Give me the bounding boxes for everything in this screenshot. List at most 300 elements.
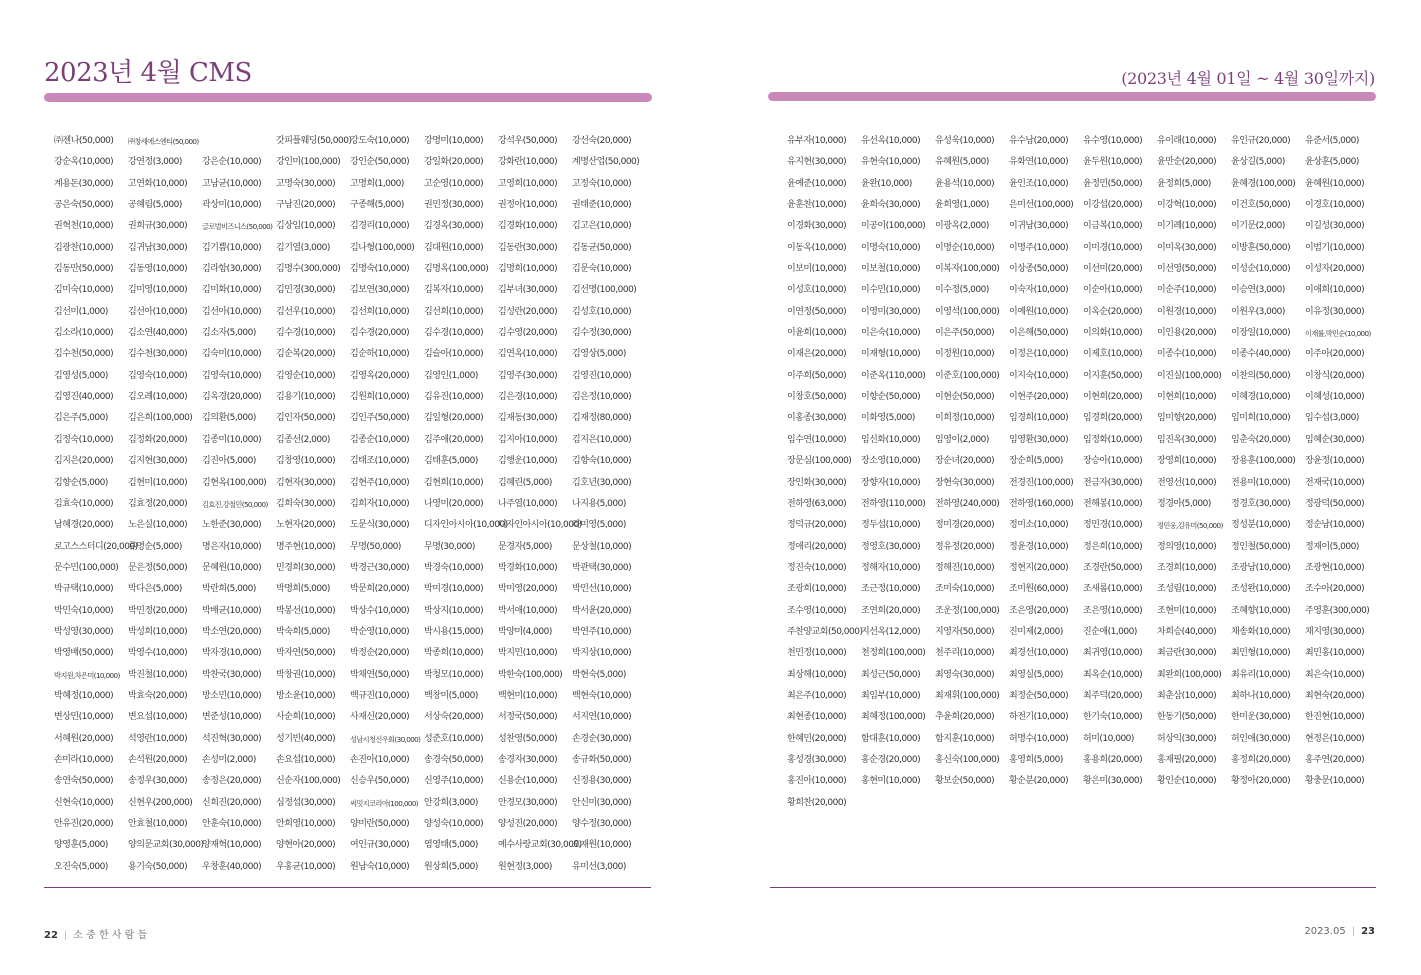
donor-entry: 사재신(20,000) (350, 712, 410, 723)
donor-entry: 정경호(30,000) (1231, 498, 1291, 509)
donor-entry: 최재휘(100,000) (935, 690, 1000, 701)
donor-entry: 유혜원(5,000) (935, 157, 989, 168)
donor-entry: 이지숙(10,000) (1009, 370, 1069, 381)
donor-entry: 신승우(50,000) (350, 776, 410, 787)
donor-entry: 김창영(10,000) (276, 456, 336, 467)
donor-entry: 황희찬(20,000) (787, 797, 847, 808)
donor-entry: 최영숙(30,000) (935, 669, 995, 680)
donor-entry: 박영배(50,000) (54, 648, 114, 659)
donor-entry: 이성순(10,000) (1231, 264, 1291, 275)
donor-entry: 한혜민(20,000) (787, 733, 847, 744)
donor-entry: 정경아(5,000) (1157, 498, 1211, 509)
donor-entry: 김은주(5,000) (54, 413, 108, 424)
donor-entry: 윤완(10,000) (861, 178, 912, 189)
donor-entry: 양성숙(10,000) (424, 819, 484, 829)
donor-entry: 김숙미(10,000) (202, 349, 262, 360)
donor-entry: 유현숙(10,000) (861, 157, 921, 168)
donor-entry: 김연옥(10,000) (498, 349, 558, 360)
donor-entry: 석영란(10,000) (128, 733, 188, 744)
donor-entry: 권희규(30,000) (128, 221, 188, 232)
donor-entry: 함대훈(10,000) (861, 733, 921, 744)
donor-entry: 강순옥(10,000) (54, 157, 114, 168)
donor-entry: 전하영(160,000) (1009, 498, 1074, 509)
donor-entry: 홍현미(10,000) (861, 776, 921, 787)
donor-entry: 박자연(50,000) (276, 648, 336, 659)
donor-entry: 최주덕(20,000) (1083, 690, 1143, 701)
donor-entry: 박종희(10,000) (424, 648, 484, 659)
donor-entry: 김라함(30,000) (202, 264, 262, 275)
donor-entry: 라미영(5,000) (572, 520, 626, 531)
donor-entry: 박찬국(30,000) (202, 669, 262, 680)
donor-entry: 지영자(50,000) (935, 626, 995, 637)
donor-entry: 정성분(10,000) (1231, 520, 1291, 531)
donor-entry: 정현지(20,000) (1009, 562, 1069, 573)
donor-entry: 장순녀(20,000) (935, 456, 995, 467)
donor-entry: 김소라(10,000) (54, 328, 114, 339)
donor-entry: 김수경(10,000) (424, 328, 484, 339)
donor-entry: 윤훈찬(10,000) (787, 200, 847, 211)
donor-entry: 홍용희(20,000) (1083, 754, 1143, 765)
donor-entry: 홍주연(20,000) (1305, 754, 1365, 765)
donor-entry: 유수남(20,000) (1009, 136, 1069, 146)
donor-entry: 최임부(10,000) (861, 690, 921, 701)
donor-entry: 박혜정(10,000) (54, 690, 114, 701)
donor-entry: 전금자(30,000) (1083, 477, 1143, 488)
donor-entry: 윤두원(10,000) (1083, 157, 1143, 168)
donor-entry: 전하영(63,000) (787, 498, 847, 509)
donor-entry: 무명(50,000) (350, 541, 401, 552)
donor-entry: 이순주(10,000) (1157, 285, 1217, 296)
donor-entry: 김명희(10,000) (498, 264, 558, 275)
donor-entry: 허인애(30,000) (1231, 733, 1291, 744)
donor-entry: 서정국(50,000) (498, 712, 558, 723)
donor-entry: 이성호(10,000) (787, 285, 847, 296)
donor-entry: 이유정(30,000) (1305, 306, 1365, 317)
donor-entry: 박숙희(5,000) (276, 626, 330, 637)
donor-entry: 최완희(100,000) (1157, 669, 1222, 680)
donor-entry: 김선우(10,000) (276, 306, 336, 317)
donor-entry: 박미영(20,000) (498, 584, 558, 595)
donor-entry: 함지훈(10,000) (935, 733, 995, 744)
donor-entry: 이현주(20,000) (1009, 392, 1069, 403)
donor-entry: 채송화(10,000) (1231, 626, 1291, 637)
right-header-bar (768, 92, 1376, 101)
donor-entry: 안훈숙(10,000) (202, 819, 262, 829)
period-subtitle: (2023년 4월 01일 ~ 4월 30일까지) (1121, 69, 1375, 88)
donor-entry: 김수천(30,000) (128, 349, 188, 360)
donor-entry: 강연정(3,000) (128, 157, 182, 168)
donor-entry: 김고은(10,000) (572, 221, 632, 232)
donor-entry: 장순희(5,000) (1009, 456, 1063, 467)
donor-entry: 백현숙(10,000) (572, 690, 632, 701)
donor-entry: 신정용(30,000) (572, 776, 632, 787)
donor-entry: 김영인(1,000) (424, 370, 478, 381)
donor-entry: 박연주(10,000) (572, 626, 632, 637)
donor-entry: 김경화(10,000) (498, 221, 558, 232)
donor-entry: 강선숙(20,000) (572, 136, 632, 146)
donor-entry: 박배균(10,000) (202, 605, 262, 616)
donor-entry: 오재원(10,000) (572, 840, 632, 851)
donor-entry: 박민숙(10,000) (54, 605, 114, 616)
donor-entry: 문혜원(10,000) (202, 562, 262, 573)
donor-entry: 조경희(10,000) (1157, 562, 1217, 573)
donor-entry: 김명숙(10,000) (350, 264, 410, 275)
donor-entry: 신순자(100,000) (276, 776, 341, 787)
donor-entry: 고정숙(10,000) (572, 178, 632, 189)
donor-entry: 김수영(20,000) (498, 328, 558, 339)
donor-entry: 김미화(10,000) (202, 285, 262, 296)
donor-entry: 손요섭(10,000) (276, 754, 336, 765)
donor-entry: 박서애(10,000) (498, 605, 558, 616)
donor-entry: 박진철(10,000) (128, 669, 188, 680)
donor-entry: 김혜린(5,000) (498, 477, 552, 488)
donor-entry: 김종선(2,000) (276, 434, 330, 445)
donor-entry: 정해진(10,000) (935, 562, 995, 573)
donor-entry: 윤상훈(5,000) (1305, 157, 1359, 168)
donor-entry: 나지용(5,000) (572, 498, 626, 509)
donor-entry: 최정순(50,000) (1009, 690, 1069, 701)
donor-entry: 조수영(10,000) (787, 605, 847, 616)
donor-entry: 유화연(10,000) (1009, 157, 1069, 168)
donor-entry: 노한준(30,000) (202, 520, 262, 531)
donor-entry: 명주현(10,000) (276, 541, 336, 552)
donor-entry: 이미경(10,000) (1083, 242, 1143, 253)
donor-entry: 이숙자(10,000) (1009, 285, 1069, 296)
donor-entry: 최은숙(10,000) (1305, 669, 1365, 680)
donor-entry: 정민웅,김유미(50,000) (1157, 521, 1223, 531)
donor-entry: 이영미(30,000) (861, 306, 921, 317)
donor-entry: 임수연(10,000) (787, 434, 847, 445)
donor-entry: 김옥경(20,000) (202, 392, 262, 403)
donor-entry: 김종순(10,000) (350, 434, 410, 445)
donor-entry: 고남균(10,000) (202, 178, 262, 189)
donor-entry: 이승연(3,000) (1231, 285, 1285, 296)
donor-entry: 한진현(10,000) (1305, 712, 1365, 723)
donor-entry: 이은주(50,000) (935, 328, 995, 339)
donor-entry: 김향순(5,000) (54, 477, 108, 488)
donor-entry: 최혜정(100,000) (861, 712, 926, 723)
donor-entry: 김영순(10,000) (276, 370, 336, 381)
donor-entry: 정은희(10,000) (1083, 541, 1143, 552)
donor-entry: 정유정(20,000) (935, 541, 995, 552)
donor-entry: 홍순경(20,000) (861, 754, 921, 765)
donor-entry: 고명희(1,000) (350, 178, 404, 189)
donor-entry: 이건호(50,000) (1231, 200, 1291, 211)
donor-entry: 장용훈(100,000) (1231, 456, 1296, 467)
donor-entry: 장소영(10,000) (861, 456, 921, 467)
donor-entry: 양영훈(5,000) (54, 840, 108, 851)
donor-entry: 주영훈(300,000) (1305, 605, 1370, 616)
donor-entry: 천민정(10,000) (787, 648, 847, 659)
donor-entry: 장영희(10,000) (1157, 456, 1217, 467)
donor-entry: 이경화(30,000) (787, 221, 847, 232)
donor-entry: 박경근(30,000) (350, 562, 410, 573)
donor-entry: 이미옥(30,000) (1157, 242, 1217, 253)
donor-entry: 최경선(10,000) (1009, 648, 1069, 659)
donor-entry: 김경옥(30,000) (424, 221, 484, 232)
donor-entry: 은미선(100,000) (1009, 200, 1074, 211)
donor-entry: 김향숙(10,000) (572, 456, 632, 467)
donor-entry: 조근정(10,000) (861, 584, 921, 595)
donor-entry: 채지영(30,000) (1305, 626, 1365, 637)
donor-entry: 강명미(10,000) (424, 136, 484, 146)
donor-entry: 박현숙(5,000) (572, 669, 626, 680)
donor-entry: 염영태(5,000) (424, 840, 478, 851)
donor-entry: 써밋지코리아(100,000) (350, 798, 418, 808)
donor-entry: 천정희(100,000) (861, 648, 926, 659)
donor-entry: 김슬아(10,000) (424, 349, 484, 360)
donor-entry: 김미영(10,000) (128, 285, 188, 296)
donor-entry: 김호년(30,000) (572, 477, 632, 488)
donor-entry: 구종해(5,000) (350, 200, 404, 211)
donor-entry: 이준옥(110,000) (861, 370, 926, 381)
donor-entry: 박지민(10,000) (498, 648, 558, 659)
donor-entry: 김민경(30,000) (276, 285, 336, 296)
donor-entry: 정윤경(10,000) (1009, 541, 1069, 552)
donor-entry: 이금복(10,000) (1083, 221, 1143, 232)
donor-entry: 김진아(5,000) (202, 456, 256, 467)
donor-entry: 송경숙(50,000) (424, 754, 484, 765)
donor-entry: 최민형(10,000) (1231, 648, 1291, 659)
donor-entry: 김주애(20,000) (424, 434, 484, 445)
donor-entry: 안경모(30,000) (498, 797, 558, 808)
donor-entry: 조경란(50,000) (1083, 562, 1143, 573)
donor-entry: 지선옥(12,000) (861, 626, 921, 637)
donor-entry: 박미경(10,000) (424, 584, 484, 595)
donor-entry: 김유진(10,000) (424, 392, 484, 403)
donor-entry: 이명숙(10,000) (861, 242, 921, 253)
donor-entry: 이현희(10,000) (1157, 392, 1217, 403)
donor-entry: 장승아(10,000) (1083, 456, 1143, 467)
donor-entry: 임수섭(3,000) (1305, 413, 1359, 424)
donor-entry: 이범기(10,000) (1305, 242, 1365, 253)
left-bottom-rule (44, 887, 651, 888)
donor-entry: 김은경(10,000) (498, 392, 558, 403)
donor-entry: 박자경(10,000) (202, 648, 262, 659)
donor-entry: 박란희(5,000) (202, 584, 256, 595)
donor-entry: 전경진(100,000) (1009, 477, 1074, 488)
donor-entry: 심정섭(30,000) (276, 797, 336, 808)
donor-entry: 전용미(10,000) (1231, 477, 1291, 488)
donor-entry: 박효숙(20,000) (128, 690, 188, 701)
donor-entry: 권정아(10,000) (498, 200, 558, 211)
donor-entry: 민경희(30,000) (276, 562, 336, 573)
donor-entry: 유미선(3,000) (572, 861, 626, 872)
donor-entry: 손석원(20,000) (128, 754, 188, 765)
donor-entry: 조광남(10,000) (1231, 562, 1291, 573)
donor-entry: 이보미(10,000) (787, 264, 847, 275)
donor-entry: 최옥순(10,000) (1083, 669, 1143, 680)
section-name: 소 중 한 사 람 들 (73, 930, 148, 941)
right-donor-list (787, 131, 1379, 814)
donor-entry: 추윤희(20,000) (935, 712, 995, 723)
donor-entry: 임경희(10,000) (1009, 413, 1069, 424)
donor-entry: 김일형(20,000) (424, 413, 484, 424)
donor-entry: 허명수(10,000) (1009, 733, 1069, 744)
donor-entry: 김용기(10,000) (276, 392, 336, 403)
donor-entry: 이광옥(2,000) (935, 221, 989, 232)
donor-entry: 황정아(20,000) (1231, 776, 1291, 787)
donor-entry: 최현숙(20,000) (1305, 690, 1365, 701)
donor-entry: 백현미(10,000) (498, 690, 558, 701)
donor-entry: 임춘숙(20,000) (1231, 434, 1291, 445)
donor-entry: 홍진아(10,000) (787, 776, 847, 787)
donor-entry: 조현미(10,000) (1157, 605, 1217, 616)
donor-entry: 이정원(10,000) (935, 349, 995, 360)
donor-entry: 송경자(30,000) (498, 754, 558, 765)
donor-entry: 정광덕(50,000) (1305, 498, 1365, 509)
donor-entry: 성남시청신우회(30,000) (350, 734, 421, 744)
donor-entry: 정애리(20,000) (787, 541, 847, 552)
donor-entry: 이동옥(10,000) (787, 242, 847, 253)
donor-entry: 조연희(20,000) (861, 605, 921, 616)
donor-entry: 김정숙(10,000) (54, 434, 114, 445)
donor-entry: 김선희(10,000) (350, 306, 410, 317)
donor-entry: 김순하(10,000) (350, 349, 410, 360)
donor-entry: 이화영(5,000) (861, 413, 915, 424)
donor-entry: 정덕규(20,000) (787, 520, 847, 531)
left-footer (44, 926, 147, 941)
donor-entry: 박서윤(20,000) (572, 605, 632, 616)
donor-entry: 김영진(10,000) (572, 370, 632, 381)
donor-entry: 권혁천(10,000) (54, 221, 114, 232)
donor-entry: 이성자(20,000) (1305, 264, 1365, 275)
footer-separator: | (63, 930, 68, 941)
donor-entry: 김지은(10,000) (572, 434, 632, 445)
donor-entry: 김복자(10,000) (424, 285, 484, 296)
donor-entry: 홍성경(30,000) (787, 754, 847, 765)
donor-entry: 박채연(50,000) (350, 669, 410, 680)
donor-entry: 박경숙(10,000) (424, 562, 484, 573)
donor-entry: 김효숙(10,000) (54, 498, 114, 509)
donor-entry: 윤희숙(30,000) (861, 200, 921, 211)
donor-entry: 김행운(10,000) (498, 456, 558, 467)
right-page-number: 23 (1361, 926, 1375, 937)
donor-entry: 조성림(10,000) (1157, 584, 1217, 595)
donor-entry: 이준호(100,000) (935, 370, 1000, 381)
donor-entry: 구남진(20,000) (276, 200, 336, 211)
donor-entry: 김인자(50,000) (276, 413, 336, 424)
donor-entry: 임미희(10,000) (1231, 413, 1291, 424)
left-donor-list (54, 131, 646, 878)
donor-entry: 한동기(50,000) (1157, 712, 1217, 723)
donor-entry: 허미(10,000) (1083, 733, 1134, 744)
donor-entry: 손진아(10,000) (350, 754, 410, 765)
donor-entry: 김현옥(100,000) (202, 477, 267, 488)
donor-entry: 조광희(10,000) (787, 584, 847, 595)
donor-entry: 진순애(1,000) (1083, 626, 1137, 637)
donor-entry: 신용순(10,000) (498, 776, 558, 787)
donor-entry: 김지아(10,000) (498, 434, 558, 445)
donor-entry: 최금란(30,000) (1157, 648, 1217, 659)
donor-entry: 하전기(10,000) (1009, 712, 1069, 723)
donor-entry: 유부자(10,000) (787, 136, 847, 146)
right-footer (1304, 926, 1375, 937)
donor-entry: 유이래(10,000) (1157, 136, 1217, 146)
donor-entry: 이윤희(10,000) (787, 328, 847, 339)
donor-entry: 김은정(10,000) (572, 392, 632, 403)
donor-entry: ㈜창세에스엔티(50,000) (128, 137, 199, 146)
donor-entry: 이선미(20,000) (1083, 264, 1143, 275)
donor-entry: 이재은(20,000) (787, 349, 847, 360)
donor-entry: 김기열(3,000) (276, 242, 330, 253)
donor-entry: 오진숙(5,000) (54, 861, 108, 872)
left-page-number: 22 (44, 930, 58, 941)
donor-entry: 김영숙(10,000) (202, 370, 262, 381)
donor-entry: 박소연(20,000) (202, 626, 262, 637)
donor-entry: 조광현(10,000) (1305, 562, 1365, 573)
donor-entry: 김동영(10,000) (128, 264, 188, 275)
donor-entry: 김수천(50,000) (54, 349, 114, 360)
donor-entry: 임영환(30,000) (1009, 434, 1069, 445)
donor-entry: 윤희영(1,000) (935, 200, 989, 211)
donor-entry: 손성미(2,000) (202, 754, 256, 765)
donor-entry: 원남숙(10,000) (350, 861, 410, 872)
donor-entry: 장문심(100,000) (787, 456, 852, 467)
donor-entry: 공혜림(5,000) (128, 200, 182, 211)
donor-entry: 이기례(10,000) (1157, 221, 1217, 232)
donor-entry: 윤용석(10,000) (935, 178, 995, 189)
donor-entry: 정인철(50,000) (1231, 541, 1291, 552)
donor-entry: 정해자(10,000) (861, 562, 921, 573)
donor-entry: 안강희(3,000) (424, 797, 478, 808)
donor-entry: 변요섭(10,000) (128, 712, 188, 723)
donor-entry: 김원희(10,000) (350, 392, 410, 403)
donor-entry: 장향자(10,000) (861, 477, 921, 488)
donor-entry: 신현우(200,000) (128, 797, 193, 808)
donor-entry: 양재혁(10,000) (202, 840, 262, 851)
donor-entry: 김지은(20,000) (54, 456, 114, 467)
donor-entry: 유지현(30,000) (787, 157, 847, 168)
donor-entry: 최귀영(10,000) (1083, 648, 1143, 659)
donor-entry: 유선옥(10,000) (861, 136, 921, 146)
donor-entry: 김대원(10,000) (424, 242, 484, 253)
donor-entry: 김귀남(30,000) (128, 242, 188, 253)
donor-entry: 이희정(10,000) (935, 413, 995, 424)
donor-entry: 차희승(40,000) (1157, 626, 1217, 637)
donor-entry: 이향순(50,000) (861, 392, 921, 403)
donor-entry: 임진옥(30,000) (1157, 434, 1217, 445)
donor-entry: 박순영(10,000) (350, 626, 410, 637)
donor-entry: 명은자(10,000) (202, 541, 262, 552)
donor-entry: 전영선(10,000) (1157, 477, 1217, 488)
donor-entry: 박지상(10,000) (572, 648, 632, 659)
donor-entry: 서상숙(20,000) (424, 712, 484, 723)
donor-entry: 이주희(50,000) (787, 370, 847, 381)
donor-entry: 박한숙(100,000) (498, 669, 563, 680)
donor-entry: 문상철(10,000) (572, 541, 632, 552)
donor-entry: 최춘삼(10,000) (1157, 690, 1217, 701)
donor-entry: 우창훈(40,000) (202, 861, 262, 872)
donor-entry (202, 131, 276, 152)
donor-entry: 박경화(10,000) (498, 562, 558, 573)
donor-entry: 신영주(10,000) (424, 776, 484, 787)
donor-entry: 디자인아시아(10,000) (498, 520, 582, 531)
donor-entry: 남혜경(20,000) (54, 520, 114, 531)
donor-entry: 강도숙(10,000) (350, 136, 410, 146)
donor-entry: 이애희(10,000) (1305, 285, 1365, 296)
donor-entry: 김희숙(30,000) (276, 498, 336, 509)
donor-entry: 이종수(40,000) (1231, 349, 1291, 360)
left-header-bar (44, 93, 652, 102)
donor-entry: 이현순(50,000) (935, 392, 995, 403)
donor-entry: 서지연(10,000) (572, 712, 632, 723)
donor-entry: 김영주(30,000) (498, 370, 558, 381)
donor-entry: 조성완(10,000) (1231, 584, 1291, 595)
donor-entry: 양성진(20,000) (498, 819, 558, 829)
donor-entry: 김명수(300,000) (276, 264, 341, 275)
donor-entry: 변상민(10,000) (54, 712, 114, 723)
